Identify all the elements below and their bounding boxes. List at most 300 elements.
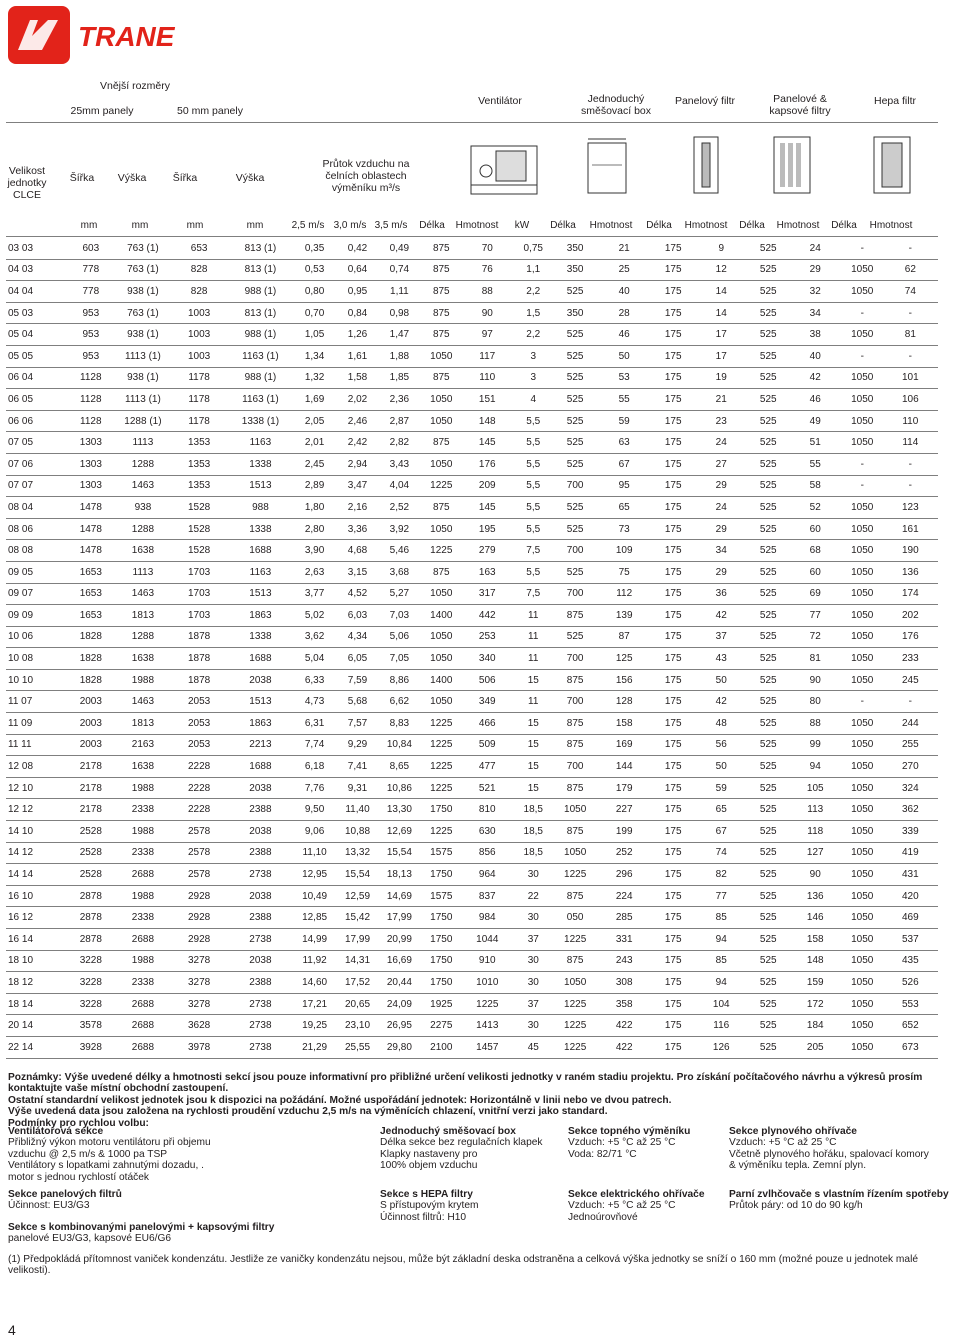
fan-note-line: vzduchu @ 2,5 m/s & 1000 pa TSP	[8, 1148, 168, 1160]
unit-cell: kW	[514, 220, 530, 231]
table-cell: 2,82	[378, 432, 421, 454]
table-cell: 2578	[169, 864, 228, 886]
table-cell: 176	[883, 626, 938, 648]
table-cell: 525	[748, 324, 789, 346]
table-cell: 15	[513, 777, 554, 799]
table-cell: 630	[462, 821, 513, 843]
table-row	[6, 367, 938, 389]
table-cell: 875	[421, 497, 462, 519]
table-cell: 1400	[421, 669, 462, 691]
table-cell: 420	[883, 885, 938, 907]
table-cell: 51	[789, 432, 842, 454]
table-cell: 19	[695, 367, 748, 389]
table-cell: 118	[789, 821, 842, 843]
table-cell: 1050	[421, 389, 462, 411]
table-cell: 0,64	[337, 259, 378, 281]
table-cell: 0,35	[292, 238, 337, 259]
table-cell: 525	[554, 497, 597, 519]
table-cell: 62	[883, 259, 938, 281]
table-cell: 3,43	[378, 453, 421, 475]
table-cell: 34	[789, 302, 842, 324]
table-row	[6, 410, 938, 432]
table-cell: 964	[462, 864, 513, 886]
units-row	[6, 220, 938, 231]
table-cell: 18,5	[513, 842, 554, 864]
table-cell: 11	[513, 648, 554, 670]
unit-size-cell: 08 06	[6, 518, 65, 540]
table-cell: 15,54	[337, 864, 378, 886]
table-cell: 1050	[421, 518, 462, 540]
unit-size-cell: 07 07	[6, 475, 65, 497]
table-cell: 7,05	[378, 648, 421, 670]
table-cell: 700	[554, 648, 597, 670]
table-cell: 1925	[421, 993, 462, 1015]
table-cell: 5,5	[513, 432, 554, 454]
table-cell: 12,95	[292, 864, 337, 886]
table-cell: 1457	[462, 1036, 513, 1058]
table-cell: 2738	[229, 1015, 292, 1037]
table-cell: 2,46	[337, 410, 378, 432]
table-cell: 422	[597, 1036, 652, 1058]
table-cell: 114	[883, 432, 938, 454]
table-cell: 11,92	[292, 950, 337, 972]
table-cell: 700	[554, 583, 597, 605]
table-cell: 1178	[169, 410, 228, 432]
table-cell: 1225	[421, 777, 462, 799]
table-cell: 146	[789, 907, 842, 929]
table-row	[6, 777, 938, 799]
table-cell: 24,09	[378, 993, 421, 1015]
table-cell: 1113	[116, 432, 169, 454]
table-cell: 175	[652, 518, 695, 540]
table-cell: 1050	[842, 518, 883, 540]
table-cell: 910	[462, 950, 513, 972]
unit-cell: Délka	[419, 220, 445, 231]
table-cell: 16,69	[378, 950, 421, 972]
table-cell: 324	[883, 777, 938, 799]
table-cell: 30	[513, 907, 554, 929]
table-cell: 1,32	[292, 367, 337, 389]
table-cell: 1050	[842, 281, 883, 303]
table-cell: 422	[597, 1015, 652, 1037]
gas-note-line: & výměníku tepla. Zemní plyn.	[729, 1160, 867, 1172]
table-cell: 11,40	[337, 799, 378, 821]
table-cell: 525	[748, 410, 789, 432]
table-cell: 1,5	[513, 302, 554, 324]
table-cell: 2053	[169, 691, 228, 713]
table-cell: 1288	[116, 626, 169, 648]
table-cell: 431	[883, 864, 938, 886]
table-cell: 2388	[229, 799, 292, 821]
table-cell: 104	[695, 993, 748, 1015]
table-cell: 2178	[65, 756, 116, 778]
table-cell: 317	[462, 583, 513, 605]
table-cell: 40	[789, 345, 842, 367]
table-cell: 12,69	[378, 821, 421, 843]
unit-cell: mm	[131, 220, 149, 231]
unit-size-cell: 03 03	[6, 238, 65, 259]
table-cell: 90	[462, 302, 513, 324]
table-cell: 63	[597, 432, 652, 454]
table-cell: 525	[748, 238, 789, 259]
table-cell: 22	[513, 885, 554, 907]
table-cell: 158	[789, 929, 842, 951]
table-cell: 2688	[116, 864, 169, 886]
table-cell: 525	[748, 885, 789, 907]
table-cell: 175	[652, 648, 695, 670]
table-cell: 175	[652, 302, 695, 324]
table-cell: 2,89	[292, 475, 337, 497]
table-cell: 184	[789, 1015, 842, 1037]
table-cell: 9,50	[292, 799, 337, 821]
table-cell: 26,95	[378, 1015, 421, 1037]
table-cell: 673	[883, 1036, 938, 1058]
table-cell: 106	[883, 389, 938, 411]
table-cell: 2928	[169, 929, 228, 951]
table-cell: 1478	[65, 497, 116, 519]
unit-size-cell: 16 12	[6, 907, 65, 929]
table-cell: 59	[597, 410, 652, 432]
table-cell: 175	[652, 972, 695, 994]
unit-size-cell: 09 05	[6, 561, 65, 583]
table-cell: 169	[597, 734, 652, 756]
table-cell: 1225	[554, 864, 597, 886]
hepa-note-line: Účinnost filtrů: H10	[380, 1211, 467, 1223]
table-cell: 11	[513, 626, 554, 648]
unit-cell: mm	[186, 220, 204, 231]
table-cell: 10,86	[378, 777, 421, 799]
table-cell: 6,18	[292, 756, 337, 778]
table-cell: 525	[554, 389, 597, 411]
table-cell: 45	[513, 1036, 554, 1058]
table-cell: 1338	[229, 626, 292, 648]
table-cell: 1,26	[337, 324, 378, 346]
table-cell: 3278	[169, 950, 228, 972]
header-fan: Ventilátor	[478, 95, 522, 107]
table-row	[6, 993, 938, 1015]
table-cell: 875	[554, 605, 597, 627]
table-cell: 90	[789, 669, 842, 691]
table-cell: 1750	[421, 864, 462, 886]
notes-p2: Ostatní standardní velikost jednotek jsou k dispozici na požádání. Možné uspořádání jednotek: Horizontálně v linii nebo ve dvou patrech.	[8, 1094, 672, 1106]
table-cell: 2388	[229, 907, 292, 929]
table-cell: 2738	[229, 929, 292, 951]
table-row	[6, 972, 938, 994]
table-cell: 10,49	[292, 885, 337, 907]
table-cell: 1050	[842, 1036, 883, 1058]
table-cell: 1050	[842, 972, 883, 994]
table-cell: 113	[789, 799, 842, 821]
table-cell: 1750	[421, 907, 462, 929]
table-cell: 126	[695, 1036, 748, 1058]
table-cell: 5,27	[378, 583, 421, 605]
table-cell: 1050	[842, 540, 883, 562]
table-cell: 603	[65, 238, 116, 259]
table-cell: 1003	[169, 324, 228, 346]
table-cell: 1050	[842, 842, 883, 864]
table-cell: 525	[748, 691, 789, 713]
table-cell: 2,2	[513, 281, 554, 303]
table-cell: 1050	[554, 842, 597, 864]
table-cell: 419	[883, 842, 938, 864]
table-cell: 2688	[116, 993, 169, 1015]
table-cell: 175	[652, 1015, 695, 1037]
table-row	[6, 907, 938, 929]
table-cell: 1050	[421, 626, 462, 648]
table-cell: 525	[748, 626, 789, 648]
table-cell: 875	[421, 324, 462, 346]
table-cell: 23	[695, 410, 748, 432]
unit-size-cell: 16 14	[6, 929, 65, 951]
table-cell: 1050	[842, 561, 883, 583]
table-cell: 875	[421, 367, 462, 389]
table-cell: 53	[597, 367, 652, 389]
electric-note-line: Jednoúrovňové	[568, 1211, 638, 1223]
table-cell: 2178	[65, 799, 116, 821]
table-cell: 112	[597, 583, 652, 605]
table-cell: 988 (1)	[229, 281, 292, 303]
table-cell: 988	[229, 497, 292, 519]
table-cell: 243	[597, 950, 652, 972]
table-cell: 1050	[842, 410, 883, 432]
table-cell: 509	[462, 734, 513, 756]
table-cell: 0,74	[378, 259, 421, 281]
table-cell: 12,85	[292, 907, 337, 929]
table-cell: 7,57	[337, 713, 378, 735]
dimensions-table	[6, 238, 938, 1059]
table-row	[6, 756, 938, 778]
unit-cell: Hmotnost	[869, 220, 913, 231]
table-cell: 700	[554, 756, 597, 778]
table-cell: 1303	[65, 432, 116, 454]
table-cell: 14	[695, 302, 748, 324]
table-cell: 175	[652, 281, 695, 303]
table-cell: 652	[883, 1015, 938, 1037]
table-cell: 1050	[421, 410, 462, 432]
table-cell: 88	[462, 281, 513, 303]
table-cell: 875	[554, 669, 597, 691]
table-cell: 1288	[116, 453, 169, 475]
fan-note-title: Ventilátorová sekce	[8, 1126, 104, 1137]
table-cell: 1,11	[378, 281, 421, 303]
table-cell: 1688	[229, 540, 292, 562]
table-cell: 161	[883, 518, 938, 540]
mixbox-section-icon	[582, 135, 632, 195]
notes-block	[8, 1072, 956, 1129]
table-row	[6, 453, 938, 475]
table-cell: 175	[652, 475, 695, 497]
table-cell: 308	[597, 972, 652, 994]
table-row	[6, 929, 938, 951]
table-cell: 18,5	[513, 821, 554, 843]
table-cell: 32	[789, 281, 842, 303]
table-cell: 30	[513, 972, 554, 994]
table-cell: 40	[597, 281, 652, 303]
table-cell: 1988	[116, 821, 169, 843]
table-cell: 2038	[229, 885, 292, 907]
table-cell: 145	[462, 497, 513, 519]
table-cell: 175	[652, 345, 695, 367]
table-cell: 778	[65, 281, 116, 303]
header-panels25: 25mm panely	[70, 105, 134, 117]
table-row	[6, 1036, 938, 1058]
table-cell: 5,5	[513, 561, 554, 583]
table-cell: 4	[513, 389, 554, 411]
table-cell: 1044	[462, 929, 513, 951]
table-cell: 227	[597, 799, 652, 821]
table-cell: 7,41	[337, 756, 378, 778]
table-cell: 1400	[421, 605, 462, 627]
fan-note	[8, 1126, 368, 1183]
table-cell: 525	[554, 345, 597, 367]
table-cell: 0,42	[337, 238, 378, 259]
table-cell: 1050	[842, 756, 883, 778]
table-cell: 1,47	[378, 324, 421, 346]
table-cell: 1653	[65, 561, 116, 583]
table-cell: 3278	[169, 972, 228, 994]
table-cell: 1,58	[337, 367, 378, 389]
table-cell: 101	[883, 367, 938, 389]
table-cell: 175	[652, 540, 695, 562]
table-cell: 1050	[842, 799, 883, 821]
table-cell: 1225	[554, 993, 597, 1015]
hepa-note-line: S přístupovým krytem	[380, 1200, 479, 1212]
table-row	[6, 561, 938, 583]
table-cell: 175	[652, 367, 695, 389]
table-cell: 24	[695, 497, 748, 519]
table-cell: 525	[748, 821, 789, 843]
table-cell: 350	[554, 302, 597, 324]
table-cell: 875	[421, 281, 462, 303]
table-cell: 74	[695, 842, 748, 864]
table-cell: 12	[695, 259, 748, 281]
unit-size-cell: 09 09	[6, 605, 65, 627]
table-cell: 3	[513, 367, 554, 389]
table-cell: 88	[789, 713, 842, 735]
table-cell: -	[883, 691, 938, 713]
header-height2: Výška	[235, 172, 265, 184]
table-cell: 525	[554, 453, 597, 475]
table-cell: 2163	[116, 734, 169, 756]
table-cell: 1988	[116, 885, 169, 907]
table-cell: 36	[695, 583, 748, 605]
combo-note	[8, 1222, 408, 1245]
mix-note-title: Jednoduchý směšovací box	[380, 1126, 516, 1137]
table-cell: 1128	[65, 410, 116, 432]
table-row	[6, 281, 938, 303]
panel-filter-section-icon	[692, 135, 720, 195]
table-cell: 525	[554, 626, 597, 648]
table-cell: 525	[748, 475, 789, 497]
steam-note-line: Průtok páry: od 10 do 90 kg/h	[729, 1200, 863, 1212]
mix-note	[380, 1126, 565, 1172]
table-cell: 525	[554, 518, 597, 540]
table-cell: 175	[652, 885, 695, 907]
bag-filter-section-icon	[772, 135, 812, 195]
table-cell: 525	[748, 1036, 789, 1058]
steam-note	[729, 1189, 959, 1212]
table-cell: 1050	[842, 907, 883, 929]
table-cell: 2038	[229, 669, 292, 691]
table-cell: 15	[513, 756, 554, 778]
table-cell: 50	[695, 669, 748, 691]
table-cell: 938 (1)	[116, 324, 169, 346]
table-cell: 175	[652, 734, 695, 756]
table-cell: 175	[652, 842, 695, 864]
table-cell: 1750	[421, 799, 462, 821]
table-cell: 525	[554, 324, 597, 346]
table-cell: 1225	[421, 734, 462, 756]
table-cell: 58	[789, 475, 842, 497]
table-cell: 8,86	[378, 669, 421, 691]
table-cell: 1,80	[292, 497, 337, 519]
table-cell: 1638	[116, 648, 169, 670]
table-cell: 2,02	[337, 389, 378, 411]
logo-text: TRANE	[78, 21, 175, 52]
table-cell: 763 (1)	[116, 302, 169, 324]
table-row	[6, 648, 938, 670]
table-cell: 988 (1)	[229, 324, 292, 346]
header-size: Velikost jednotky CLCE	[7, 165, 47, 201]
table-cell: 17,21	[292, 993, 337, 1015]
table-cell: 175	[652, 410, 695, 432]
table-cell: 477	[462, 756, 513, 778]
table-cell: 2228	[169, 756, 228, 778]
table-cell: 1050	[842, 1015, 883, 1037]
table-cell: 1178	[169, 367, 228, 389]
table-cell: 2878	[65, 885, 116, 907]
table-cell: 358	[597, 993, 652, 1015]
unit-size-cell: 14 14	[6, 864, 65, 886]
unit-size-cell: 11 07	[6, 691, 65, 713]
table-cell: 148	[789, 950, 842, 972]
table-cell: 3,62	[292, 626, 337, 648]
table-cell: 2228	[169, 777, 228, 799]
unit-size-cell: 14 12	[6, 842, 65, 864]
table-cell: 1353	[169, 475, 228, 497]
table-cell: 270	[883, 756, 938, 778]
table-cell: 74	[883, 281, 938, 303]
table-cell: 525	[748, 669, 789, 691]
table-cell: 2,80	[292, 518, 337, 540]
table-cell: 810	[462, 799, 513, 821]
header-panels50: 50 mm panely	[177, 105, 243, 117]
table-cell: 3978	[169, 1036, 228, 1058]
table-cell: 13,32	[337, 842, 378, 864]
table-cell: 1225	[421, 475, 462, 497]
table-cell: 159	[789, 972, 842, 994]
table-cell: 23,10	[337, 1015, 378, 1037]
table-cell: 1225	[421, 713, 462, 735]
table-cell: 175	[652, 950, 695, 972]
unit-cell: 3,0 m/s	[333, 220, 367, 231]
table-cell: 2878	[65, 907, 116, 929]
table-cell: 43	[695, 648, 748, 670]
table-row	[6, 821, 938, 843]
unit-size-cell: 04 04	[6, 281, 65, 303]
gas-note-title: Sekce plynového ohřívače	[729, 1126, 857, 1137]
table-cell: 837	[462, 885, 513, 907]
table-cell: 5,02	[292, 605, 337, 627]
table-cell: 110	[883, 410, 938, 432]
table-cell: 2,16	[337, 497, 378, 519]
table-cell: 525	[748, 518, 789, 540]
table-cell: 2388	[229, 842, 292, 864]
header-outer-dims: Vnější rozměry	[100, 80, 171, 92]
table-cell: 953	[65, 324, 116, 346]
table-cell: 875	[554, 821, 597, 843]
table-cell: 2003	[65, 734, 116, 756]
